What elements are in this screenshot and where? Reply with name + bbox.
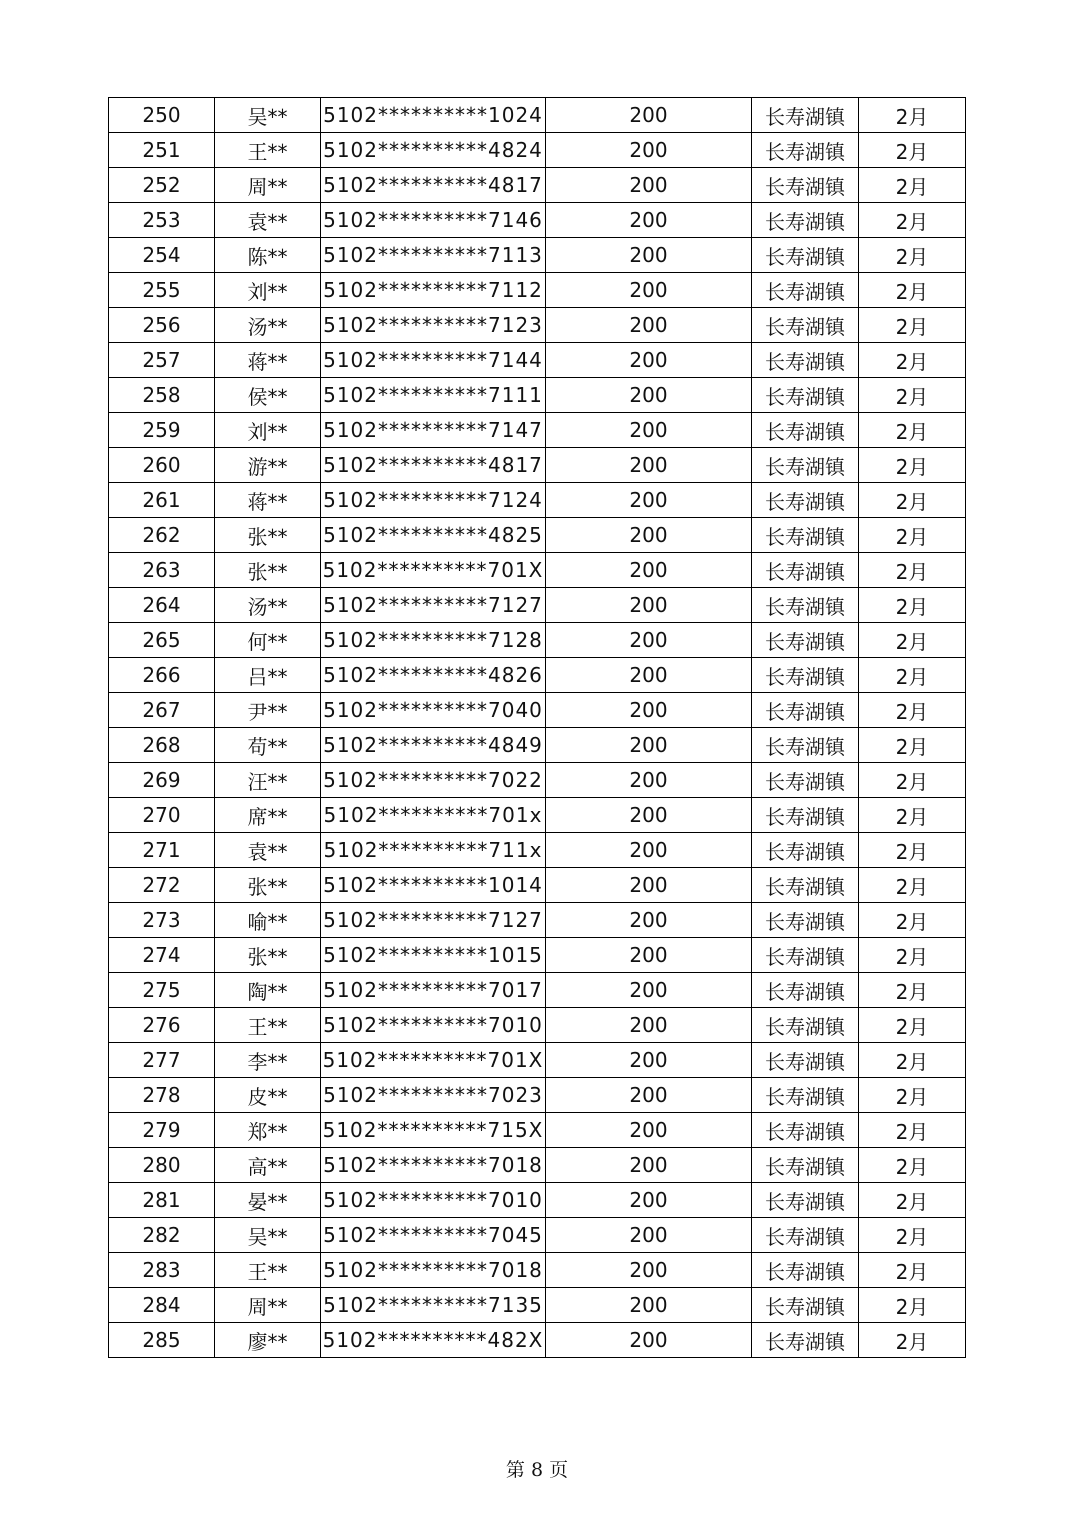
name-cell: 汪** xyxy=(215,763,321,798)
month-cell: 2月 xyxy=(859,413,966,448)
index-cell: 278 xyxy=(109,1078,215,1113)
amount-cell: 200 xyxy=(546,168,752,203)
amount-cell: 200 xyxy=(546,868,752,903)
id-number-cell: 5102**********701X xyxy=(321,553,546,588)
amount-cell: 200 xyxy=(546,483,752,518)
index-cell: 259 xyxy=(109,413,215,448)
name-cell: 高** xyxy=(215,1148,321,1183)
records-table xyxy=(108,97,966,1358)
index-cell: 270 xyxy=(109,798,215,833)
town-cell: 长寿湖镇 xyxy=(752,903,859,938)
id-number-cell: 5102**********7128 xyxy=(321,623,546,658)
id-number-cell: 5102**********7022 xyxy=(321,763,546,798)
month-cell: 2月 xyxy=(859,308,966,343)
table-row xyxy=(109,938,966,973)
table-row xyxy=(109,588,966,623)
town-cell: 长寿湖镇 xyxy=(752,588,859,623)
id-number-cell: 5102**********7124 xyxy=(321,483,546,518)
id-number-cell: 5102**********7144 xyxy=(321,343,546,378)
id-number-cell: 5102**********7023 xyxy=(321,1078,546,1113)
id-number-cell: 5102**********7045 xyxy=(321,1218,546,1253)
month-cell: 2月 xyxy=(859,833,966,868)
id-number-cell: 5102**********7146 xyxy=(321,203,546,238)
name-cell: 张** xyxy=(215,553,321,588)
id-number-cell: 5102**********7113 xyxy=(321,238,546,273)
table-row xyxy=(109,1078,966,1113)
index-cell: 258 xyxy=(109,378,215,413)
index-cell: 255 xyxy=(109,273,215,308)
name-cell: 陈** xyxy=(215,238,321,273)
amount-cell: 200 xyxy=(546,1148,752,1183)
table-row xyxy=(109,1253,966,1288)
name-cell: 汤** xyxy=(215,588,321,623)
name-cell: 张** xyxy=(215,938,321,973)
month-cell: 2月 xyxy=(859,728,966,763)
month-cell: 2月 xyxy=(859,938,966,973)
month-cell: 2月 xyxy=(859,238,966,273)
index-cell: 260 xyxy=(109,448,215,483)
index-cell: 271 xyxy=(109,833,215,868)
month-cell: 2月 xyxy=(859,1323,966,1358)
town-cell: 长寿湖镇 xyxy=(752,868,859,903)
index-cell: 282 xyxy=(109,1218,215,1253)
name-cell: 张** xyxy=(215,868,321,903)
id-number-cell: 5102**********7112 xyxy=(321,273,546,308)
amount-cell: 200 xyxy=(546,1183,752,1218)
town-cell: 长寿湖镇 xyxy=(752,1323,859,1358)
index-cell: 264 xyxy=(109,588,215,623)
month-cell: 2月 xyxy=(859,623,966,658)
id-number-cell: 5102**********7010 xyxy=(321,1183,546,1218)
id-number-cell: 5102**********7111 xyxy=(321,378,546,413)
records-table-body xyxy=(109,98,966,1358)
name-cell: 游** xyxy=(215,448,321,483)
index-cell: 265 xyxy=(109,623,215,658)
town-cell: 长寿湖镇 xyxy=(752,1218,859,1253)
table-row xyxy=(109,448,966,483)
index-cell: 274 xyxy=(109,938,215,973)
month-cell: 2月 xyxy=(859,1043,966,1078)
town-cell: 长寿湖镇 xyxy=(752,553,859,588)
id-number-cell: 5102**********1015 xyxy=(321,938,546,973)
name-cell: 席** xyxy=(215,798,321,833)
name-cell: 蒋** xyxy=(215,343,321,378)
table-row xyxy=(109,1218,966,1253)
table-row xyxy=(109,1113,966,1148)
month-cell: 2月 xyxy=(859,203,966,238)
index-cell: 251 xyxy=(109,133,215,168)
id-number-cell: 5102**********4817 xyxy=(321,168,546,203)
index-cell: 279 xyxy=(109,1113,215,1148)
id-number-cell: 5102**********7147 xyxy=(321,413,546,448)
month-cell: 2月 xyxy=(859,693,966,728)
table-row xyxy=(109,553,966,588)
index-cell: 261 xyxy=(109,483,215,518)
table-row xyxy=(109,238,966,273)
amount-cell: 200 xyxy=(546,133,752,168)
id-number-cell: 5102**********7017 xyxy=(321,973,546,1008)
id-number-cell: 5102**********4849 xyxy=(321,728,546,763)
table-row xyxy=(109,903,966,938)
amount-cell: 200 xyxy=(546,973,752,1008)
town-cell: 长寿湖镇 xyxy=(752,1008,859,1043)
table-row xyxy=(109,658,966,693)
amount-cell: 200 xyxy=(546,343,752,378)
town-cell: 长寿湖镇 xyxy=(752,518,859,553)
town-cell: 长寿湖镇 xyxy=(752,308,859,343)
id-number-cell: 5102**********7040 xyxy=(321,693,546,728)
name-cell: 吴** xyxy=(215,1218,321,1253)
town-cell: 长寿湖镇 xyxy=(752,1043,859,1078)
month-cell: 2月 xyxy=(859,343,966,378)
name-cell: 袁** xyxy=(215,203,321,238)
index-cell: 281 xyxy=(109,1183,215,1218)
town-cell: 长寿湖镇 xyxy=(752,693,859,728)
name-cell: 袁** xyxy=(215,833,321,868)
month-cell: 2月 xyxy=(859,903,966,938)
table-row xyxy=(109,378,966,413)
id-number-cell: 5102**********1024 xyxy=(321,98,546,133)
name-cell: 李** xyxy=(215,1043,321,1078)
month-cell: 2月 xyxy=(859,518,966,553)
index-cell: 253 xyxy=(109,203,215,238)
table-row xyxy=(109,308,966,343)
amount-cell: 200 xyxy=(546,623,752,658)
town-cell: 长寿湖镇 xyxy=(752,1113,859,1148)
amount-cell: 200 xyxy=(546,413,752,448)
amount-cell: 200 xyxy=(546,658,752,693)
name-cell: 张** xyxy=(215,518,321,553)
table-row xyxy=(109,868,966,903)
index-cell: 254 xyxy=(109,238,215,273)
town-cell: 长寿湖镇 xyxy=(752,1148,859,1183)
town-cell: 长寿湖镇 xyxy=(752,413,859,448)
month-cell: 2月 xyxy=(859,1148,966,1183)
month-cell: 2月 xyxy=(859,868,966,903)
name-cell: 王** xyxy=(215,1253,321,1288)
amount-cell: 200 xyxy=(546,1043,752,1078)
month-cell: 2月 xyxy=(859,1078,966,1113)
amount-cell: 200 xyxy=(546,238,752,273)
amount-cell: 200 xyxy=(546,833,752,868)
name-cell: 汤** xyxy=(215,308,321,343)
amount-cell: 200 xyxy=(546,1323,752,1358)
month-cell: 2月 xyxy=(859,973,966,1008)
town-cell: 长寿湖镇 xyxy=(752,133,859,168)
index-cell: 252 xyxy=(109,168,215,203)
town-cell: 长寿湖镇 xyxy=(752,623,859,658)
amount-cell: 200 xyxy=(546,798,752,833)
name-cell: 吕** xyxy=(215,658,321,693)
month-cell: 2月 xyxy=(859,273,966,308)
town-cell: 长寿湖镇 xyxy=(752,973,859,1008)
index-cell: 256 xyxy=(109,308,215,343)
name-cell: 尹** xyxy=(215,693,321,728)
amount-cell: 200 xyxy=(546,1078,752,1113)
amount-cell: 200 xyxy=(546,553,752,588)
page-number: 第 8 页 xyxy=(505,1459,569,1481)
index-cell: 267 xyxy=(109,693,215,728)
index-cell: 280 xyxy=(109,1148,215,1183)
town-cell: 长寿湖镇 xyxy=(752,483,859,518)
index-cell: 285 xyxy=(109,1323,215,1358)
index-cell: 275 xyxy=(109,973,215,1008)
table-row xyxy=(109,483,966,518)
table-row xyxy=(109,1183,966,1218)
index-cell: 269 xyxy=(109,763,215,798)
table-row xyxy=(109,763,966,798)
name-cell: 王** xyxy=(215,1008,321,1043)
table-row xyxy=(109,1008,966,1043)
table-row xyxy=(109,798,966,833)
town-cell: 长寿湖镇 xyxy=(752,343,859,378)
table-row xyxy=(109,168,966,203)
table-row xyxy=(109,203,966,238)
index-cell: 273 xyxy=(109,903,215,938)
month-cell: 2月 xyxy=(859,1288,966,1323)
name-cell: 侯** xyxy=(215,378,321,413)
month-cell: 2月 xyxy=(859,98,966,133)
amount-cell: 200 xyxy=(546,938,752,973)
town-cell: 长寿湖镇 xyxy=(752,1288,859,1323)
town-cell: 长寿湖镇 xyxy=(752,1253,859,1288)
town-cell: 长寿湖镇 xyxy=(752,658,859,693)
index-cell: 266 xyxy=(109,658,215,693)
month-cell: 2月 xyxy=(859,1113,966,1148)
amount-cell: 200 xyxy=(546,1008,752,1043)
amount-cell: 200 xyxy=(546,203,752,238)
town-cell: 长寿湖镇 xyxy=(752,1183,859,1218)
amount-cell: 200 xyxy=(546,1113,752,1148)
id-number-cell: 5102**********4817 xyxy=(321,448,546,483)
id-number-cell: 5102**********7018 xyxy=(321,1148,546,1183)
table-row xyxy=(109,728,966,763)
month-cell: 2月 xyxy=(859,763,966,798)
month-cell: 2月 xyxy=(859,798,966,833)
month-cell: 2月 xyxy=(859,483,966,518)
table-row xyxy=(109,1288,966,1323)
name-cell: 刘** xyxy=(215,273,321,308)
table-row xyxy=(109,133,966,168)
amount-cell: 200 xyxy=(546,378,752,413)
town-cell: 长寿湖镇 xyxy=(752,238,859,273)
id-number-cell: 5102**********711x xyxy=(321,833,546,868)
index-cell: 276 xyxy=(109,1008,215,1043)
name-cell: 何** xyxy=(215,623,321,658)
town-cell: 长寿湖镇 xyxy=(752,98,859,133)
month-cell: 2月 xyxy=(859,378,966,413)
id-number-cell: 5102**********7135 xyxy=(321,1288,546,1323)
town-cell: 长寿湖镇 xyxy=(752,728,859,763)
table-row xyxy=(109,343,966,378)
index-cell: 272 xyxy=(109,868,215,903)
amount-cell: 200 xyxy=(546,728,752,763)
month-cell: 2月 xyxy=(859,448,966,483)
table-row xyxy=(109,273,966,308)
id-number-cell: 5102**********7127 xyxy=(321,588,546,623)
name-cell: 周** xyxy=(215,1288,321,1323)
id-number-cell: 5102**********7010 xyxy=(321,1008,546,1043)
name-cell: 皮** xyxy=(215,1078,321,1113)
index-cell: 263 xyxy=(109,553,215,588)
month-cell: 2月 xyxy=(859,1183,966,1218)
name-cell: 苟** xyxy=(215,728,321,763)
name-cell: 廖** xyxy=(215,1323,321,1358)
amount-cell: 200 xyxy=(546,273,752,308)
index-cell: 283 xyxy=(109,1253,215,1288)
index-cell: 268 xyxy=(109,728,215,763)
amount-cell: 200 xyxy=(546,518,752,553)
id-number-cell: 5102**********701x xyxy=(321,798,546,833)
id-number-cell: 5102**********7018 xyxy=(321,1253,546,1288)
table-row xyxy=(109,1043,966,1078)
name-cell: 刘** xyxy=(215,413,321,448)
table-row xyxy=(109,1323,966,1358)
amount-cell: 200 xyxy=(546,1288,752,1323)
table-row xyxy=(109,98,966,133)
id-number-cell: 5102**********715X xyxy=(321,1113,546,1148)
month-cell: 2月 xyxy=(859,1008,966,1043)
index-cell: 277 xyxy=(109,1043,215,1078)
amount-cell: 200 xyxy=(546,693,752,728)
name-cell: 陶** xyxy=(215,973,321,1008)
index-cell: 262 xyxy=(109,518,215,553)
amount-cell: 200 xyxy=(546,448,752,483)
index-cell: 250 xyxy=(109,98,215,133)
town-cell: 长寿湖镇 xyxy=(752,378,859,413)
town-cell: 长寿湖镇 xyxy=(752,203,859,238)
amount-cell: 200 xyxy=(546,98,752,133)
id-number-cell: 5102**********701X xyxy=(321,1043,546,1078)
id-number-cell: 5102**********7123 xyxy=(321,308,546,343)
amount-cell: 200 xyxy=(546,903,752,938)
amount-cell: 200 xyxy=(546,1218,752,1253)
table-row xyxy=(109,833,966,868)
table-row xyxy=(109,1148,966,1183)
amount-cell: 200 xyxy=(546,763,752,798)
amount-cell: 200 xyxy=(546,308,752,343)
table-row xyxy=(109,518,966,553)
month-cell: 2月 xyxy=(859,658,966,693)
table-row xyxy=(109,973,966,1008)
name-cell: 吴** xyxy=(215,98,321,133)
id-number-cell: 5102**********4826 xyxy=(321,658,546,693)
index-cell: 257 xyxy=(109,343,215,378)
town-cell: 长寿湖镇 xyxy=(752,798,859,833)
name-cell: 喻** xyxy=(215,903,321,938)
month-cell: 2月 xyxy=(859,133,966,168)
name-cell: 晏** xyxy=(215,1183,321,1218)
name-cell: 王** xyxy=(215,133,321,168)
table-row xyxy=(109,623,966,658)
town-cell: 长寿湖镇 xyxy=(752,168,859,203)
month-cell: 2月 xyxy=(859,588,966,623)
amount-cell: 200 xyxy=(546,1253,752,1288)
amount-cell: 200 xyxy=(546,588,752,623)
table-row xyxy=(109,413,966,448)
town-cell: 长寿湖镇 xyxy=(752,938,859,973)
id-number-cell: 5102**********7127 xyxy=(321,903,546,938)
town-cell: 长寿湖镇 xyxy=(752,833,859,868)
town-cell: 长寿湖镇 xyxy=(752,273,859,308)
month-cell: 2月 xyxy=(859,168,966,203)
id-number-cell: 5102**********1014 xyxy=(321,868,546,903)
id-number-cell: 5102**********4824 xyxy=(321,133,546,168)
town-cell: 长寿湖镇 xyxy=(752,763,859,798)
name-cell: 周** xyxy=(215,168,321,203)
id-number-cell: 5102**********482X xyxy=(321,1323,546,1358)
id-number-cell: 5102**********4825 xyxy=(321,518,546,553)
table-row xyxy=(109,693,966,728)
month-cell: 2月 xyxy=(859,1253,966,1288)
town-cell: 长寿湖镇 xyxy=(752,448,859,483)
index-cell: 284 xyxy=(109,1288,215,1323)
month-cell: 2月 xyxy=(859,1218,966,1253)
name-cell: 郑** xyxy=(215,1113,321,1148)
town-cell: 长寿湖镇 xyxy=(752,1078,859,1113)
month-cell: 2月 xyxy=(859,553,966,588)
name-cell: 蒋** xyxy=(215,483,321,518)
